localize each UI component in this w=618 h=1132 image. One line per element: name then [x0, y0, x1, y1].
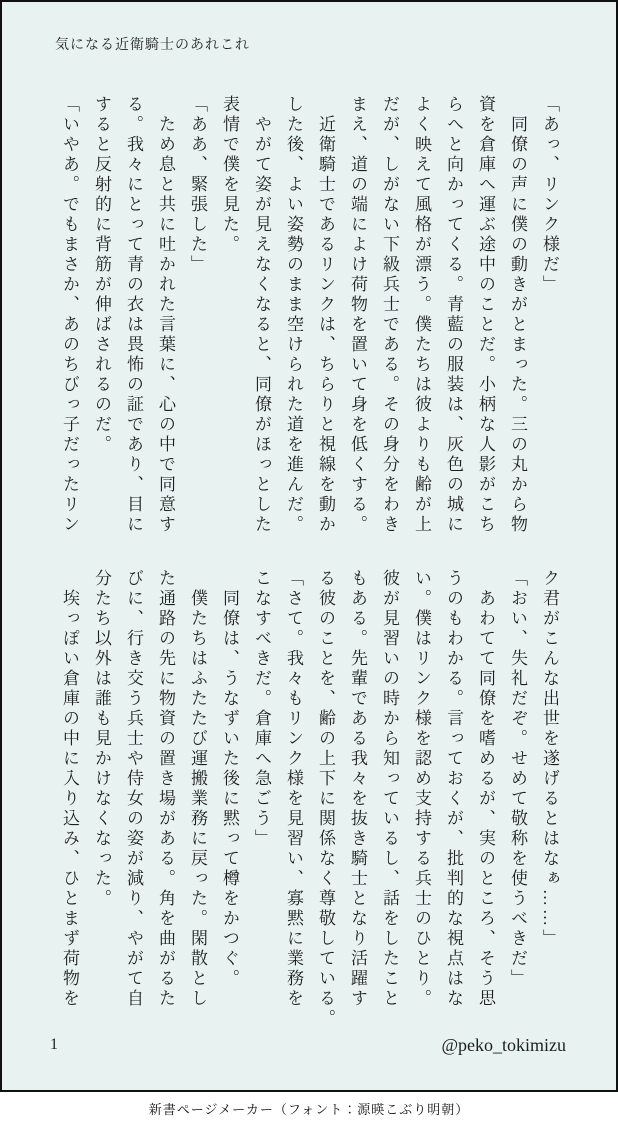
text-line: ため息と共に吐かれた言葉に、心の中で同意す	[156, 95, 175, 535]
text-line: 同僚は、うなずいた後に黙って樽をかつぐ。	[220, 569, 239, 989]
text-line: よく映えて風格が漂う。僕たちは彼よりも齢が上	[412, 95, 431, 535]
page-number: 1	[50, 1036, 58, 1053]
text-line: 僕たちはふたたび運搬業務に戻った。閑散とし	[188, 569, 207, 1009]
generator-caption: 新書ページメーカー（フォント：源暎こぶり明朝）	[148, 1102, 470, 1117]
text-line: 表情で僕を見た。	[220, 95, 239, 255]
text-line: 「おい、失礼だぞ。せめて敬称を使うべきだ」	[508, 569, 527, 989]
text-line: うのもわかる。言っておくが、批判的な視点はな	[444, 569, 463, 1009]
text-line: 「さて。我々もリンク様を見習い、寡黙に業務を	[284, 569, 303, 1009]
text-line: 「ああ、緊張した」	[188, 95, 207, 275]
text-line: もある。先輩である我々を抜き騎士となり活躍す	[348, 569, 367, 1009]
text-line: こなすべきだ。倉庫へ急ごう」	[252, 569, 271, 849]
text-line: 同僚の声に僕の動きがとまった。三の丸から物	[508, 95, 527, 535]
text-line: すると反射的に背筋が伸ばされるのだ。	[92, 95, 111, 455]
vertical-text-block-bottom	[53, 569, 565, 1029]
vertical-text-block-top	[53, 95, 565, 541]
text-line: 「あっ、リンク様だ」	[540, 95, 559, 295]
text-line: やがて姿が見えなくなると、同僚がほっとした	[252, 95, 271, 535]
text-line: らへと向かってくる。青藍の服装は、灰色の城に	[444, 95, 463, 535]
text-line: 「いやあ。でもまさか、あのちびっ子だったリン	[60, 95, 79, 535]
text-line: 埃っぽい倉庫の中に入り込み、ひとまず荷物を	[60, 569, 79, 1009]
text-line: 分たち以外は誰も見かけなくなった。	[92, 569, 111, 909]
text-line: 資を倉庫へ運ぶ途中のことだ。小柄な人影がこち	[476, 95, 495, 535]
text-line: る。我々にとって青の衣は畏怖の証であり、目に	[124, 95, 143, 535]
author-handle: @peko_tokimizu	[441, 1035, 566, 1055]
text-line: 彼が見習いの時から知っているし、話をしたこと	[380, 569, 399, 1009]
text-line: ク君がこんな出世を遂げるとはなぁ……」	[540, 569, 559, 949]
page-header-title: 気になる近衛騎士のあれこれ	[55, 38, 250, 53]
text-line: あわてて同僚を嗜めるが、実のところ、そう思	[476, 569, 495, 1009]
text-line: した後、よい姿勢のまま空けられた道を進んだ。	[284, 95, 303, 535]
text-line: まえ、道の端によけ荷物を置いて身を低くする。	[348, 95, 367, 535]
text-line: い。僕はリンク様を認め支持する兵士のひとり。	[412, 569, 431, 1009]
text-line: た通路の先に物資の置き場がある。角を曲がるた	[156, 569, 175, 1009]
text-line: だが、しがない下級兵士である。その身分をわき	[380, 95, 399, 535]
text-line: る彼のことを、齢の上下に関係なく尊敬している。	[316, 569, 335, 1029]
text-line: 近衛騎士であるリンクは、ちらりと視線を動か	[316, 95, 335, 535]
text-line: びに、行き交う兵士や侍女の姿が減り、やがて自	[124, 569, 143, 1009]
